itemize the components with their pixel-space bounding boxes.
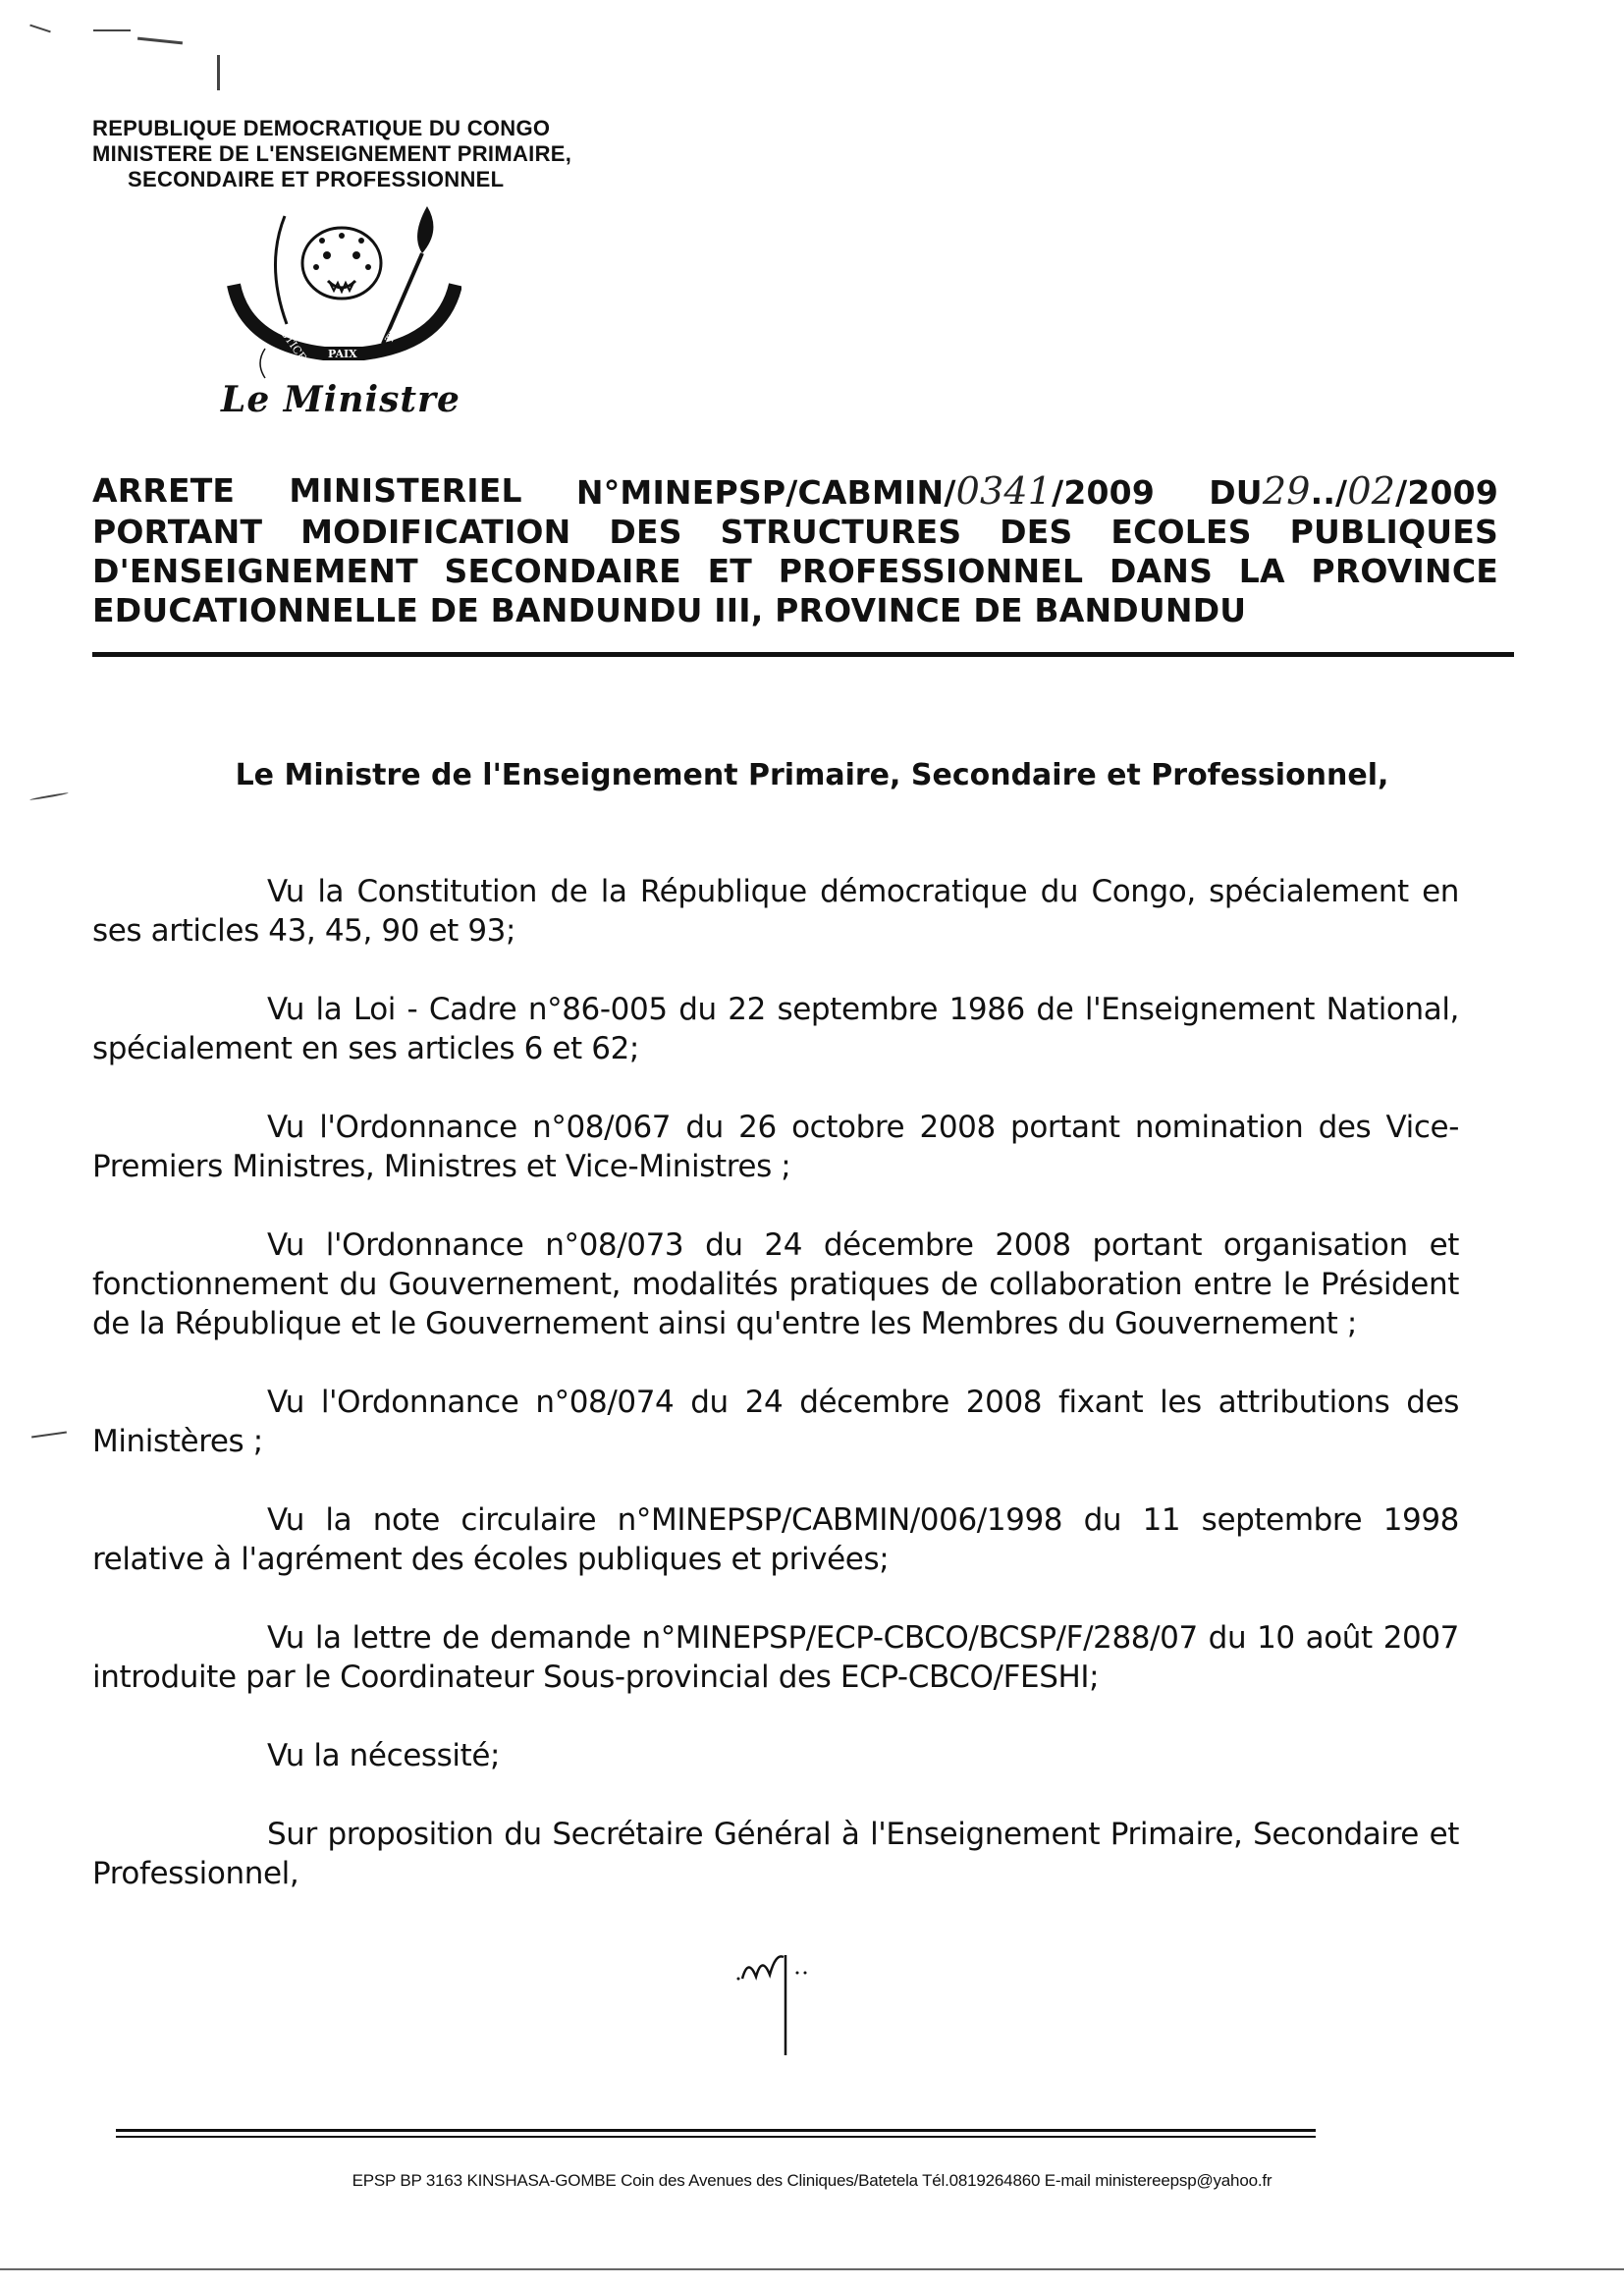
footer-address: EPSP BP 3163 KINSHASA-GOMBE Coin des Avenues des Cliniques/Batetela Tél.0819264860 E-mail ministereepsp@yahoo.fr [352,2171,1272,2190]
coat-of-arms-seal [226,196,461,383]
consideration-loi-cadre: Vu la Loi - Cadre n°86-005 du 22 septembre 1986 de l'Enseignement National, spécialement en ses articles 6 et 62; [92,992,1459,1066]
ref-word-arrete: ARRETE [92,471,236,510]
consideration-ordonnance-074: Vu l'Ordonnance n°08/074 du 24 décembre 2008 fixant les attributions des Ministères ; [92,1385,1459,1459]
decree-date: DU29../02/2009 [1209,469,1498,513]
scan-mark [31,1432,67,1439]
motto-justice: JUSTICE [270,316,309,364]
decree-title-line3: EDUCATIONNELLE DE BANDUNDU III, PROVINCE DE BANDUNDU [92,591,1247,629]
motto-paix: PAIX [328,348,357,360]
consideration-constitution: Vu la Constitution de la République démocratique du Congo, spécialement en ses articles 43, 45, 90 et 93; [92,874,1459,949]
decree-title-line1: PORTANT MODIFICATION DES STRUCTURES DES ECOLES PUBLIQUES [92,513,1498,551]
ref-word-ministeriel: MINISTERIEL [289,471,522,510]
scan-mark [137,37,183,45]
header-ministry-line1: MINISTERE DE L'ENSEIGNEMENT PRIMAIRE, [92,141,572,166]
scan-mark [93,29,131,31]
handwritten-number: 0341 [955,469,1053,513]
consideration-ordonnance-067: Vu l'Ordonnance n°08/067 du 26 octobre 2008 portant nomination des Vice-Premiers Ministres, Ministres et Vice-Ministres ; [92,1110,1459,1184]
header-country: REPUBLIQUE DEMOCRATIQUE DU CONGO [92,116,551,140]
scan-mark [217,55,220,90]
consideration-lettre-demande: Vu la lettre de demande n°MINEPSP/ECP-CBCO/BCSP/F/288/07 du 10 août 2007 introduite par le Coordinateur Sous-provincial des ECP-CBCO/FESHI; [92,1620,1459,1695]
handwritten-month: 02 [1347,469,1396,513]
signatory-title: Le Ministre [221,379,460,420]
handwritten-initials [734,1949,833,2057]
scan-bottom-edge [0,2268,1624,2270]
leopard-head-icon [302,228,381,299]
header-ministry-line2: SECONDAIRE ET PROFESSIONNEL [128,167,505,191]
decree-number: N°MINEPSP/CABMIN/0341/2009 [575,469,1155,513]
consideration-ordonnance-073: Vu l'Ordonnance n°08/073 du 24 décembre 2008 portant organisation et fonctionnement du Gouvernement, modalités pratiques de collaboration entre le Président de la République et le Gouvernement ainsi qu'entre les Membres du Gouvernement ; [92,1227,1459,1341]
footer-rule-thin [116,2136,1316,2138]
consideration-note-circulaire: Vu la note circulaire n°MINEPSP/CABMIN/006/1998 du 11 septembre 1998 relative à l'agrément des écoles publiques et privées; [92,1502,1459,1577]
consideration-proposition: Sur proposition du Secrétaire Général à l'Enseignement Primaire, Secondaire et Professionnel, [92,1817,1459,1891]
decree-title-line2: D'ENSEIGNEMENT SECONDAIRE ET PROFESSIONNEL DANS LA PROVINCE [92,552,1498,590]
motto-travail: TRAVAIL [382,298,422,346]
decree-reference-line [92,471,1498,513]
tusk-icon [275,216,287,324]
consideration-necessite: Vu la nécessité; [267,1738,501,1773]
scan-mark [29,792,69,801]
scan-mark [29,25,51,33]
spear-head-icon [417,206,433,253]
handwritten-day: 29 [1262,469,1311,513]
title-divider [92,652,1514,657]
footer-rule-thick [116,2129,1316,2132]
addressee: Le Ministre de l'Enseignement Primaire, Secondaire et Professionnel, [235,758,1389,792]
